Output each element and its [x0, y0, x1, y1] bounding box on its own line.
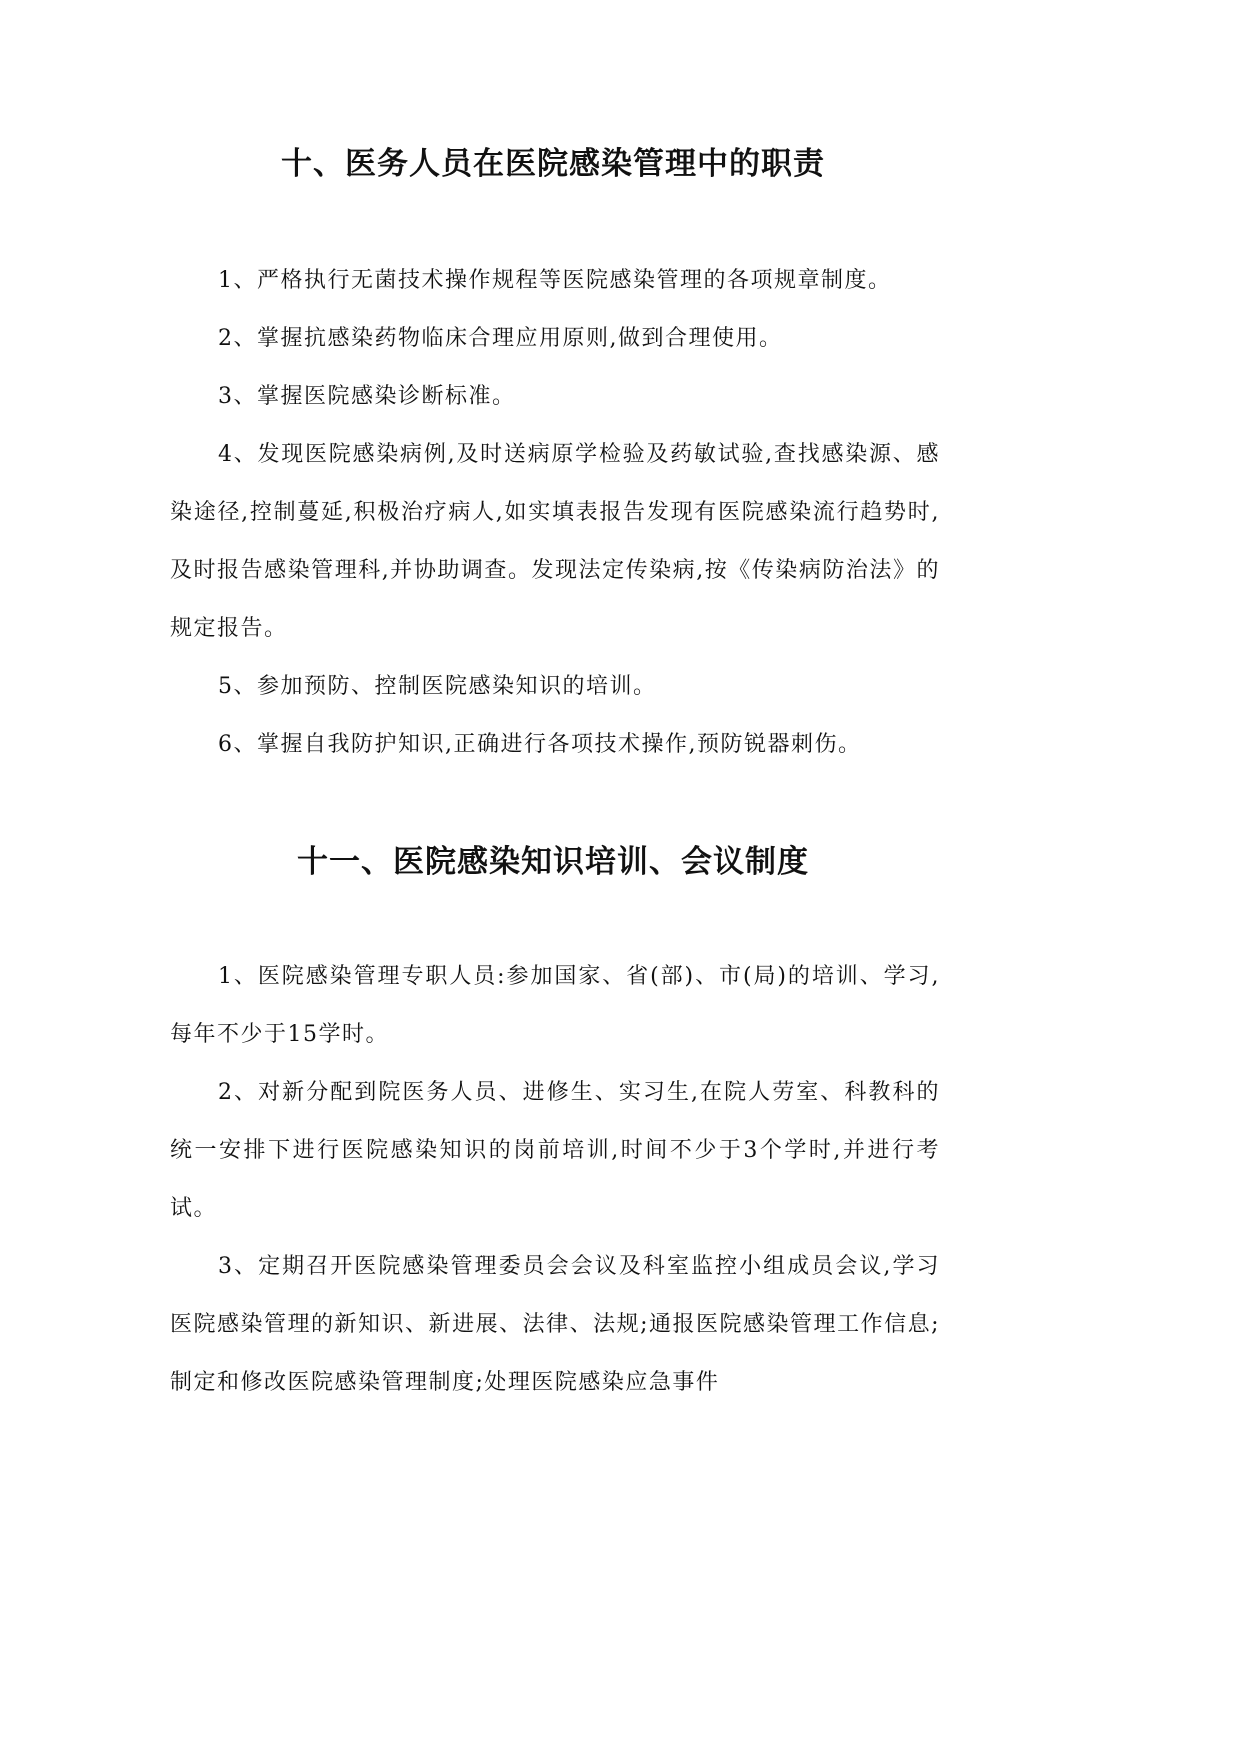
section-title-duties: 十、医务人员在医院感染管理中的职责 — [281, 146, 825, 182]
paragraph: 4、发现医院感染病例,及时送病原学检验及药敏试验,查找感染源、感染途径,控制蔓延,积极治疗病人,如实填表报告发现有医院感染流行趋势时,及时报告感染管理科,并协助调查。发现法定传染病,按《传染病防治法》的规定报告。 — [170, 442, 940, 641]
paragraph: 2、掌握抗感染药物临床合理应用原则,做到合理使用。 — [218, 326, 783, 351]
paragraph: 2、对新分配到院医务人员、进修生、实习生,在院人劳室、科教科的统一安排下进行医院感染知识的岗前培训,时间不少于3个学时,并进行考试。 — [170, 1080, 940, 1221]
paragraph: 3、掌握医院感染诊断标准。 — [218, 384, 516, 409]
section-body-duties — [170, 252, 940, 774]
paragraph: 5、参加预防、控制医院感染知识的培训。 — [218, 674, 657, 699]
paragraph: 1、严格执行无菌技术操作规程等医院感染管理的各项规章制度。 — [218, 268, 892, 293]
section-title-training: 十一、医院感染知识培训、会议制度 — [297, 844, 809, 880]
paragraph: 1、医院感染管理专职人员:参加国家、省(部)、市(局)的培训、学习,每年不少于15学时。 — [170, 964, 940, 1047]
section-body-training — [170, 948, 940, 1412]
paragraph: 3、定期召开医院感染管理委员会会议及科室监控小组成员会议,学习医院感染管理的新知识、新进展、法律、法规;通报医院感染管理工作信息;制定和修改医院感染管理制度;处理医院感染应急事件 — [170, 1254, 940, 1395]
paragraph: 6、掌握自我防护知识,正确进行各项技术操作,预防锐器刺伤。 — [218, 732, 862, 757]
